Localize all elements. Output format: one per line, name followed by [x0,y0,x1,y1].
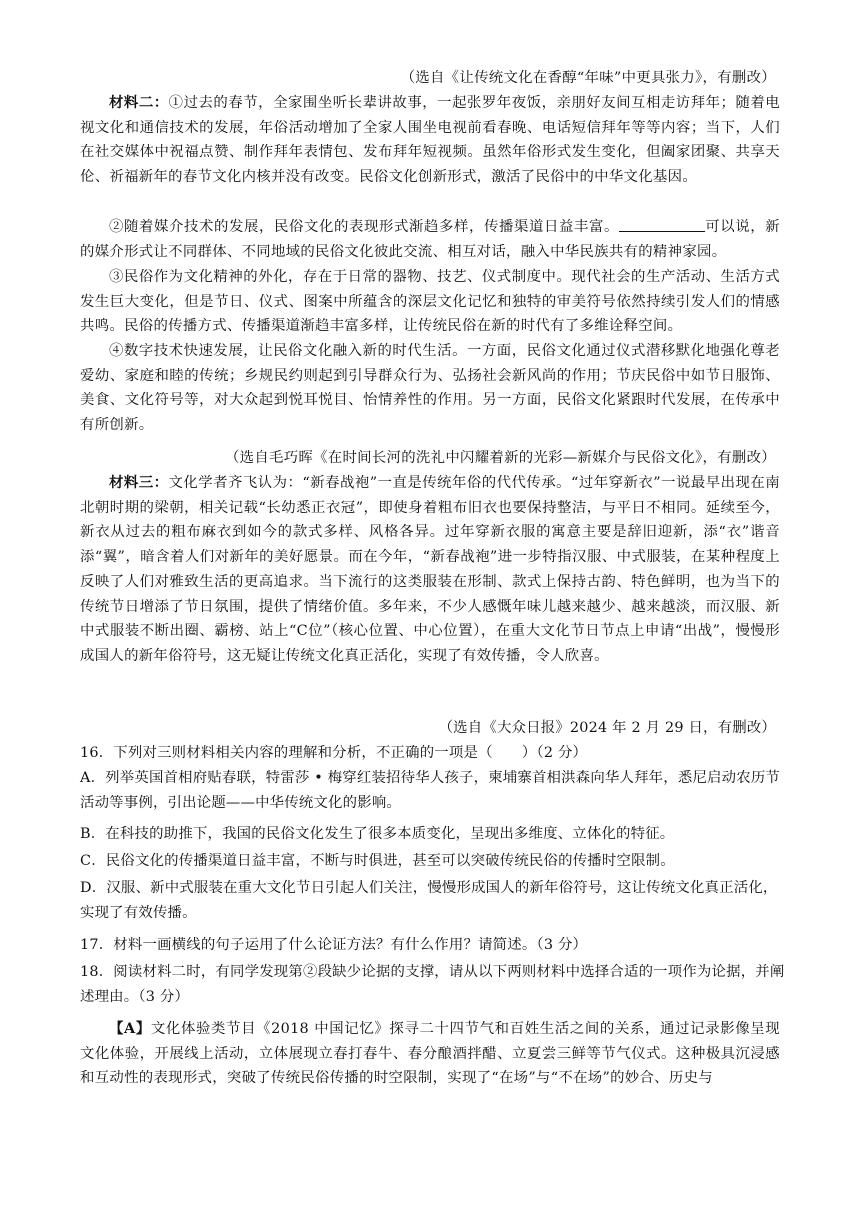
source-citation-material1: （选自《让传统文化在香醇“年味”中更具张力》，有删改） [400,70,776,86]
material2-paragraph-3: ③民俗作为文化精神的外化，存在于日常的器物、技艺、仪式制度中。现代社会的生产活动、生活方式发生巨大变化，但是节日、仪式、图案中所蕴含的深层文化记忆和独特的审美符号依然持续引发人们的情感共鸣。民俗的传播方式、传播渠道渐趋丰富多样，让传统民俗在新的时代有了多维诠释空间。 [80,269,780,335]
material2-paragraph-1 [80,91,780,190]
option-a-text: 文化体验类节目《2018 中国记忆》探寻二十四节气和百姓生活之间的关系，通过记录影像呈现文化体验，开展线上活动，立体展现立春打春牛、春分酿酒拌醋、立夏尝三鲜等节气仪式。这种极具沉浸感和互动性的表现形式，突破了传统民俗传播的时空限制，实现了“在场”与“不在场”的妙合、历史与 [80,1021,780,1087]
question-16-option-b: B．在科技的助推下，我国的民俗文化发生了很多本质变化，呈现出多维度、立体化的特征。 [80,826,675,842]
material2-p2-text-b: 可以说，新的媒介形式让不同群体、不同地域的民俗文化彼此交流、相互对话，融入中华民族共有的精神家园。 [80,219,780,260]
question-16-stem: 16．下列对三则材料相关内容的理解和分析，不正确的一项是（ ）（2 分） [80,745,588,761]
material2-p2-text-a: ②随着媒介技术的发展，民俗文化的表现形式渐趋多样，传播渠道日益丰富。 [109,219,619,235]
material2-p1-text: ①过去的春节，全家围坐听长辈讲故事，一起张罗年夜饭，亲朋好友间互相走访拜年；随着电视文化和通信技术的发展，年俗活动增加了全家人围坐电视前看春晚、电话短信拜年等等内容；当下，人们在社交媒体中祝福点赞、制作拜年表情包、发布拜年短视频。虽然年俗形式发生变化，但阖家团聚、共享天伦、祈福新年的春节文化内核并没有改变。民俗文化创新形式，激活了民俗中的中华文化基因。 [80,95,780,186]
answer-blank [619,217,705,232]
question-16-option-a: A．列举英国首相府贴春联，特雷莎 • 梅穿红装招待华人孩子，柬埔寨首相洪森向华人拜年，悉尼启动农历节活动等事例，引出论题——中华传统文化的影响。 [80,770,781,811]
material2-paragraph-2 [80,215,780,264]
option-a-material [80,1017,780,1091]
material3-label: 材料三： [109,474,169,491]
material3-paragraph [80,471,780,669]
question-16-option-d: D．汉服、新中式服装在重大文化节日引起人们关注，慢慢形成国人的新年俗符号，这让传统文化真正活化，实现了有效传播。 [80,880,778,921]
source-citation-material2: （选自毛巧晖《在时间长河的洗礼中闪耀着新的光彩—新媒介与民俗文化》，有删改） [224,450,776,466]
question-16-option-c: C．民俗文化的传播渠道日益丰富，不断与时俱进，甚至可以突破传统民俗的传播时空限制。 [80,853,675,869]
source-citation-material3: （选自《大众日报》2024 年 2 月 29 日，有删改） [438,720,776,736]
material3-text: 文化学者齐飞认为：“新春战袍”一直是传统年俗的代代传承。“过年穿新衣”一说最早出现在南北朝时期的梁朝，相关记载“长幼悉正衣冠”，即使身着粗布旧衣也要保持整洁，与平日不相同。延续至今，新衣从过去的粗布麻衣到如今的款式多样、风格各异。过年穿新衣服的寓意主要是辞旧迎新，添“衣”谐音添“翼”，暗含着人们对新年的美好愿景。而在今年，“新春战袍”进一步特指汉服、中式服装，在某种程度上反映了人们对雅致生活的更高追求。当下流行的这类服装在形制、款式上保持古韵、特色鲜明，也为当下的传统节日增添了节日氛围，提供了情绪价值。多年来，不少人感慨年味儿越来越少、越来越淡，而汉服、新中式服装不断出圈、霸榜、站上“C位”（核心位置、中心位置），在重大文化节日节点上申请“出战”，慢慢形成国人的新年俗符号，这无疑让传统文化真正活化，实现了有效传播，令人欣喜。 [80,475,780,664]
question-18: 18．阅读材料二时，有同学发现第②段缺少论据的支撑，请从以下两则材料中选择合适的一项作为论据，并阐述理由。（3 分） [80,964,785,1005]
question-17: 17．材料一画横线的句子运用了什么论证方法？有什么作用？请简述。（3 分） [80,937,588,953]
material2-label: 材料二： [109,94,169,111]
material2-paragraph-4: ④数字技术快速发展，让民俗文化融入新的时代生活。一方面，民俗文化通过仪式潜移默化地强化尊老爱幼、家庭和睦的传统；乡规民约则起到引导群众行为、弘扬社会新风尚的作用；节庆民俗中如节日服饰、美食、文化符号等，对大众起到悦耳悦目、怡情养性的作用。另一方面，民俗文化紧跟时代发展，在传承中有所创新。 [80,343,780,434]
option-a-label: 【A】 [109,1020,151,1037]
